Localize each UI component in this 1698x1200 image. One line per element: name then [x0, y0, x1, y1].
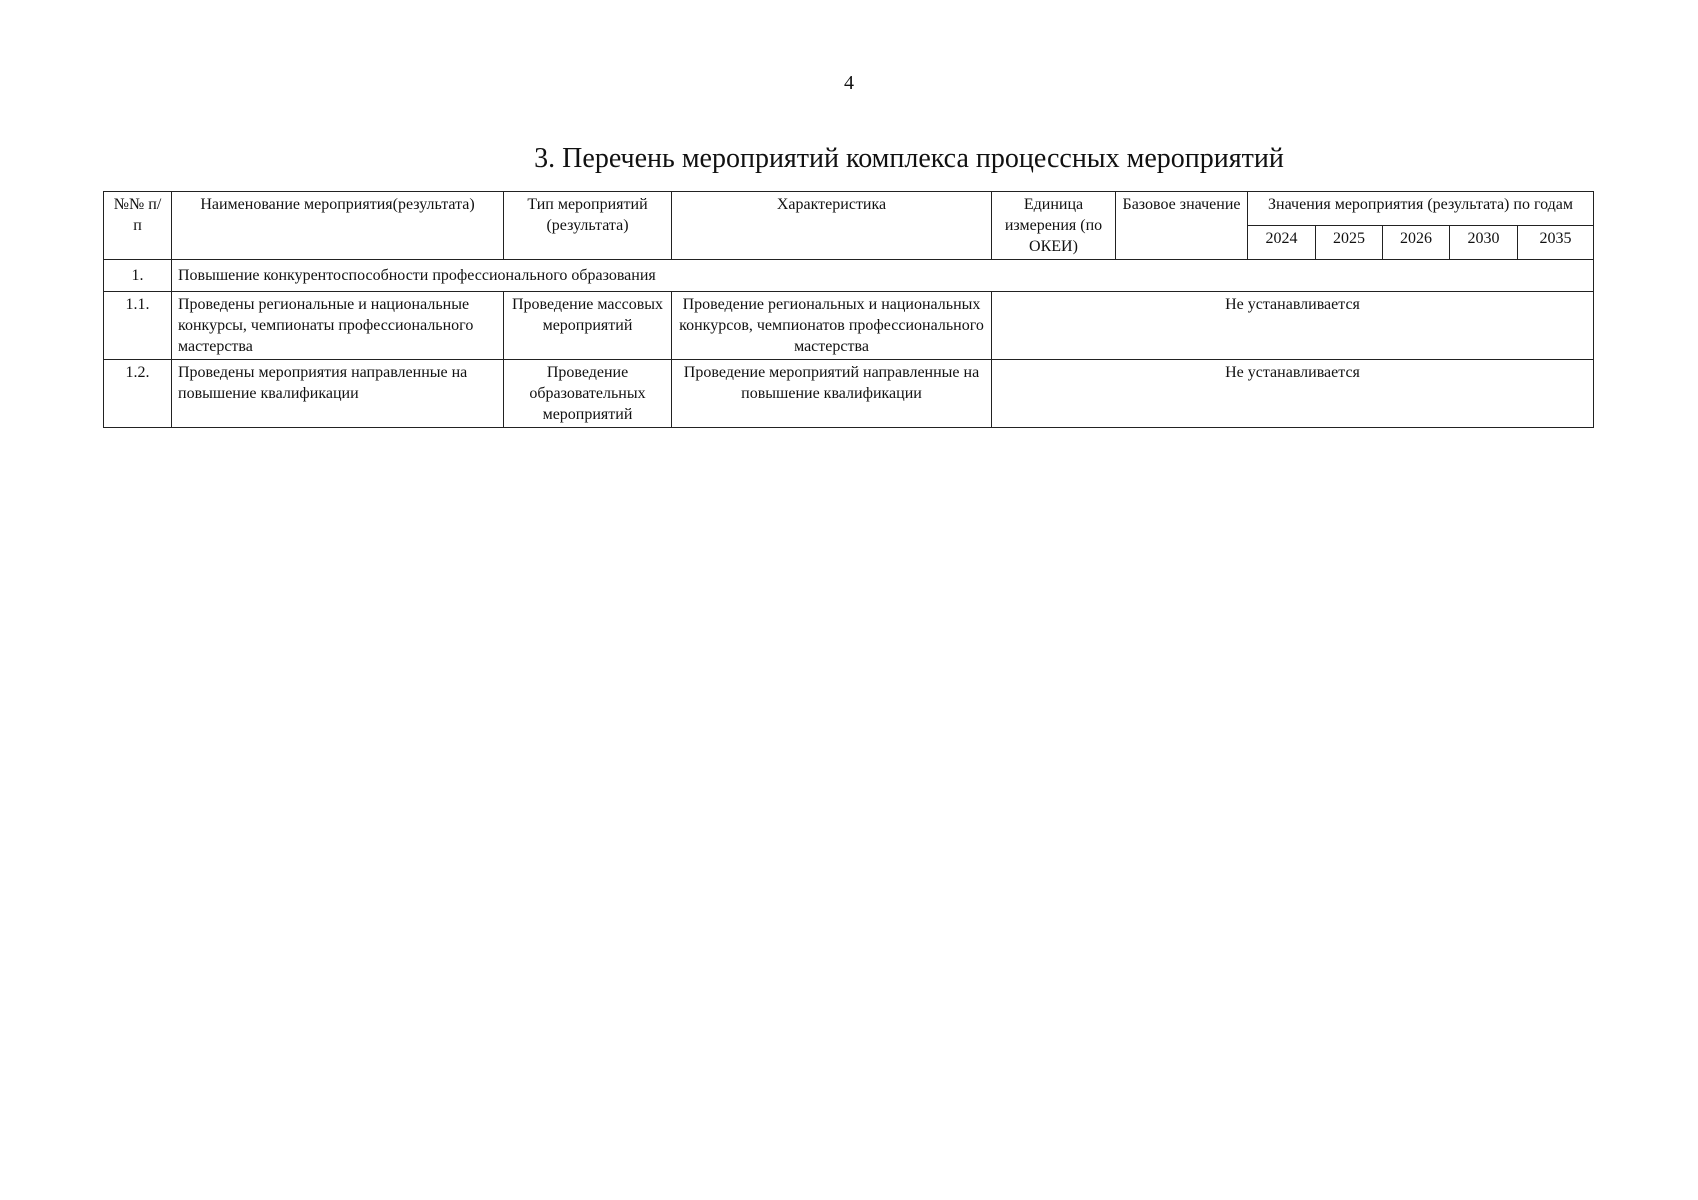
- row-type: Проведение массовых мероприятий: [504, 292, 672, 360]
- header-name: Наименование мероприятия(результата): [172, 192, 504, 260]
- page-number: 4: [844, 72, 854, 94]
- header-num: №№ п/п: [104, 192, 172, 260]
- table-header: [104, 192, 1594, 260]
- header-year: 2024: [1248, 226, 1316, 260]
- header-unit: Единица измерения (по ОКЕИ): [992, 192, 1116, 260]
- header-base-value: Базовое значение: [1116, 192, 1248, 260]
- row-values: Не устанавливается: [992, 292, 1594, 360]
- row-type: Проведение образовательных мероприятий: [504, 360, 672, 428]
- section-row: [104, 260, 1594, 292]
- row-name: Проведены мероприятия направленные на повышение квалификации: [172, 360, 504, 428]
- section-num: 1.: [104, 260, 172, 292]
- row-values: Не устанавливается: [992, 360, 1594, 428]
- row-name: Проведены региональные и национальные конкурсы, чемпионаты профессионального мастерства: [172, 292, 504, 360]
- table-row: [104, 292, 1594, 360]
- section-name: Повышение конкурентоспособности профессионального образования: [172, 260, 1594, 292]
- events-table: [103, 191, 1594, 428]
- section-title: 3. Перечень мероприятий комплекса процессных мероприятий: [534, 143, 1284, 174]
- header-year: 2026: [1383, 226, 1450, 260]
- row-characteristic: Проведение мероприятий направленные на повышение квалификации: [672, 360, 992, 428]
- header-year: 2030: [1450, 226, 1518, 260]
- header-type: Тип мероприятий (результата): [504, 192, 672, 260]
- header-characteristic: Характеристика: [672, 192, 992, 260]
- header-values-by-year: Значения мероприятия (результата) по годам: [1248, 192, 1594, 226]
- table-row: [104, 360, 1594, 428]
- row-num: 1.1.: [104, 292, 172, 360]
- header-year: 2025: [1316, 226, 1383, 260]
- row-num: 1.2.: [104, 360, 172, 428]
- header-year: 2035: [1518, 226, 1594, 260]
- row-characteristic: Проведение региональных и национальных конкурсов, чемпионатов профессионального мастерства: [672, 292, 992, 360]
